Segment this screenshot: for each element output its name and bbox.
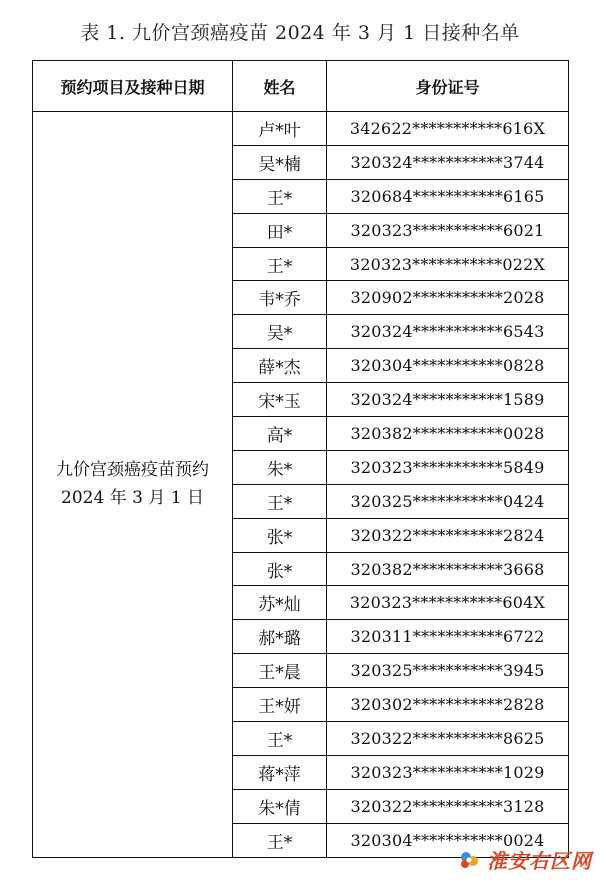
name-cell: 朱*倩 — [233, 789, 327, 823]
table-body — [33, 112, 569, 858]
name-cell: 王* — [233, 179, 327, 213]
name-cell: 王* — [233, 484, 327, 518]
name-cell: 郝*璐 — [233, 620, 327, 654]
name-cell: 王*妍 — [233, 688, 327, 722]
name-cell: 张* — [233, 552, 327, 586]
name-cell: 田* — [233, 213, 327, 247]
vaccination-roster-table — [32, 60, 569, 858]
id-number-cell: 320382***********0028 — [327, 417, 569, 451]
id-number-cell: 320304***********0828 — [327, 349, 569, 383]
page-title: 表 1. 九价宫颈癌疫苗 2024 年 3 月 1 日接种名单 — [80, 22, 520, 44]
id-number-cell: 320324***********3744 — [327, 145, 569, 179]
id-number-cell: 320902***********2028 — [327, 281, 569, 315]
flower-logo-icon — [457, 849, 483, 871]
name-cell: 高* — [233, 417, 327, 451]
id-number-cell: 320324***********6543 — [327, 315, 569, 349]
name-cell: 王* — [233, 823, 327, 857]
name-cell: 韦*乔 — [233, 281, 327, 315]
header-name: 姓名 — [233, 61, 327, 112]
id-number-cell: 320323***********6021 — [327, 213, 569, 247]
id-number-cell: 320322***********3128 — [327, 789, 569, 823]
name-cell: 朱* — [233, 450, 327, 484]
name-cell: 蒋*萍 — [233, 755, 327, 789]
name-cell: 吴*楠 — [233, 145, 327, 179]
id-number-cell: 320304***********0024 — [327, 823, 569, 857]
header-id-number: 身份证号 — [327, 61, 569, 112]
id-number-cell: 320322***********8625 — [327, 722, 569, 756]
name-cell: 吴* — [233, 315, 327, 349]
id-number-cell: 320325***********3945 — [327, 654, 569, 688]
id-number-cell: 320323***********604X — [327, 586, 569, 620]
table-header — [33, 61, 569, 112]
name-cell: 苏*灿 — [233, 586, 327, 620]
project-date-cell — [33, 112, 233, 858]
header-project-date: 预约项目及接种日期 — [33, 61, 233, 112]
vaccination-date: 2024 年 3 月 1 日 — [61, 488, 204, 509]
id-number-cell: 320302***********2828 — [327, 688, 569, 722]
id-number-cell: 320684***********6165 — [327, 179, 569, 213]
id-number-cell: 320323***********1029 — [327, 755, 569, 789]
id-number-cell: 320324***********1589 — [327, 383, 569, 417]
id-number-cell: 320323***********5849 — [327, 450, 569, 484]
name-cell: 卢*叶 — [233, 112, 327, 146]
name-cell: 王* — [233, 722, 327, 756]
id-number-cell: 320325***********0424 — [327, 484, 569, 518]
table-row — [33, 112, 569, 146]
name-cell: 薛*杰 — [233, 349, 327, 383]
id-number-cell: 342622***********616X — [327, 112, 569, 146]
site-watermark — [457, 845, 592, 874]
header-row — [33, 61, 569, 112]
name-cell: 王* — [233, 247, 327, 281]
id-number-cell: 320382***********3668 — [327, 552, 569, 586]
watermark-text: 淮安右区网 — [487, 849, 592, 873]
id-number-cell: 320311***********6722 — [327, 620, 569, 654]
id-number-cell: 320322***********2824 — [327, 518, 569, 552]
name-cell: 王*晨 — [233, 654, 327, 688]
project-name: 九价宫颈癌疫苗预约 — [56, 460, 209, 481]
name-cell: 宋*玉 — [233, 383, 327, 417]
name-cell: 张* — [233, 518, 327, 552]
id-number-cell: 320323***********022X — [327, 247, 569, 281]
